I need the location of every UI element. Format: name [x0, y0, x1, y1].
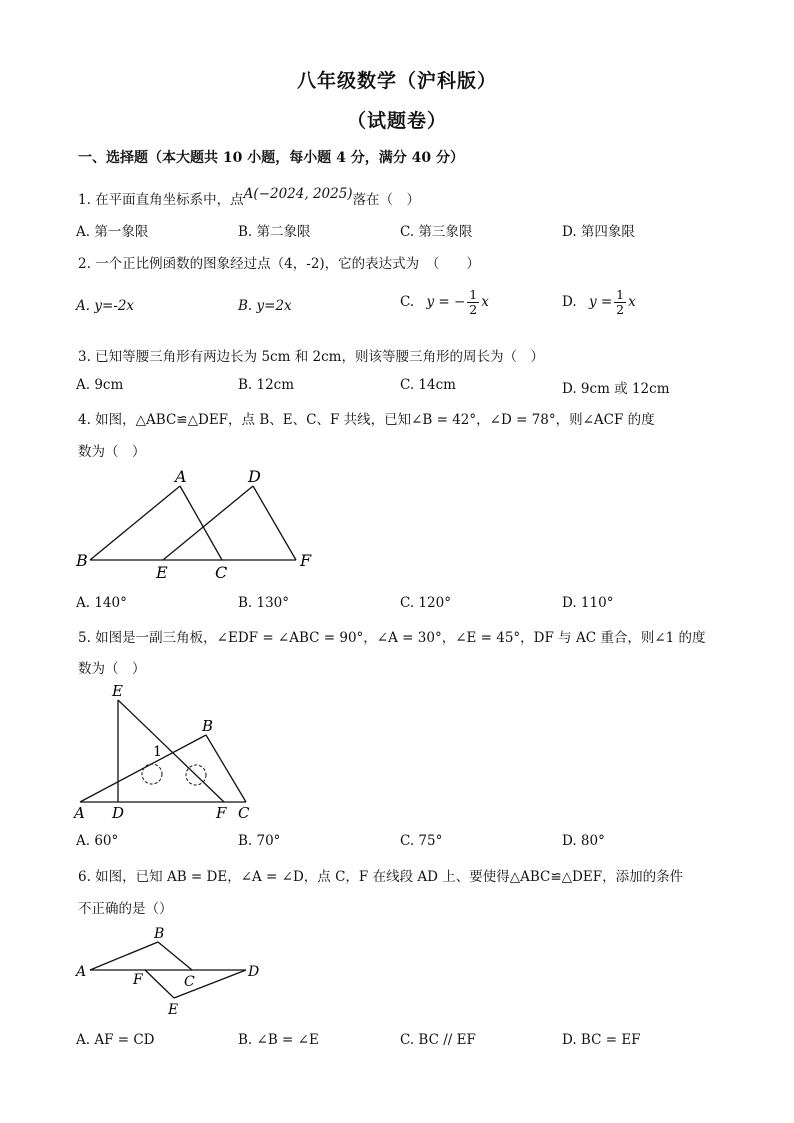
segment-bc	[158, 942, 192, 970]
q4-option-c[interactable]: C. 120°	[400, 595, 451, 611]
label-f: F	[133, 972, 143, 988]
q2-c-frac-den: 2	[469, 302, 478, 317]
q2-option-c-expr: y = −	[426, 294, 466, 310]
segment-ab	[80, 735, 206, 802]
segment-ba	[90, 486, 180, 560]
label-e: E	[156, 563, 168, 582]
q3-option-d[interactable]: D. 9cm 或 12cm	[562, 381, 670, 397]
q5-option-c[interactable]: C. 75°	[400, 833, 443, 849]
q2-c-var: x	[481, 294, 489, 310]
q6-option-b[interactable]: B. ∠B = ∠E	[238, 1032, 319, 1048]
label-f: F	[300, 551, 312, 570]
label-b: B	[202, 717, 214, 735]
label-angle-1: 1	[153, 744, 162, 760]
label-a: A	[74, 804, 85, 822]
q3-option-a[interactable]: A. 9cm	[76, 377, 124, 393]
q2-option-c-letter: C.	[400, 294, 415, 310]
segment-ab	[90, 942, 158, 970]
label-d: D	[248, 467, 261, 486]
question-2-stem: 2. 一个正比例函数的图象经过点（4，-2)，它的表达式为 （ ）	[78, 256, 480, 272]
page-subtitle: （试题卷）	[346, 110, 447, 132]
q3-option-b[interactable]: B. 12cm	[238, 377, 295, 393]
label-d: D	[112, 804, 125, 822]
question-1-stem	[78, 188, 420, 208]
q2-option-a[interactable]: A. y=-2x	[76, 298, 135, 314]
section-heading: 一、选择题（本大题共 10 小题，每小题 4 分，满分 40 分）	[78, 150, 464, 166]
segment-ef	[145, 970, 174, 998]
label-e: E	[112, 682, 123, 700]
label-e: E	[168, 1002, 179, 1018]
q4-option-d[interactable]: D. 110°	[562, 595, 614, 611]
q5-option-d[interactable]: D. 80°	[562, 833, 605, 849]
segment-df	[253, 486, 296, 560]
question-4-stem-line2: 数为（ ）	[78, 444, 146, 460]
question-6-stem-line2: 不正确的是（）	[78, 901, 173, 917]
segment-ef	[118, 700, 224, 802]
q2-option-d-letter: D.	[562, 294, 577, 310]
question-6-stem-line1: 6. 如图，已知 AB = DE，∠A = ∠D，点 C，F 在线段 AD 上、要使得△ABC≌△DEF，添加的条件	[78, 869, 684, 885]
q3-option-c[interactable]: C. 14cm	[400, 377, 456, 393]
label-f: F	[216, 804, 227, 822]
q2-c-frac-num: 1	[469, 287, 478, 302]
question-5-stem-line1: 5. 如图是一副三角板，∠EDF = ∠ABC = 90°，∠A = 30°，∠E = 45°，DF 与 AC 重合，则∠1 的度	[78, 630, 706, 646]
q4-option-a[interactable]: A. 140°	[76, 595, 127, 611]
q4-option-b[interactable]: B. 130°	[238, 595, 290, 611]
q6-option-c[interactable]: C. BC // EF	[400, 1032, 476, 1048]
q2-option-b[interactable]: B. y=2x	[238, 298, 292, 314]
label-c: C	[238, 804, 250, 822]
q1-option-c[interactable]: C. 第三象限	[400, 224, 473, 240]
q6-option-a[interactable]: A. AF = CD	[76, 1032, 155, 1048]
q2-d-frac-num: 1	[616, 287, 625, 302]
q2-d-var: x	[628, 294, 636, 310]
segment-ac	[180, 486, 222, 560]
q2-option-d[interactable]	[562, 288, 636, 317]
q2-option-d-expr: y =	[588, 294, 613, 310]
q1-option-d[interactable]: D. 第四象限	[562, 224, 635, 240]
label-a: A	[175, 467, 187, 486]
question-6-figure	[70, 922, 270, 1022]
q5-option-a[interactable]: A. 60°	[76, 833, 119, 849]
page-title: 八年级数学（沪科版）	[296, 70, 497, 92]
question-4-figure	[70, 462, 330, 586]
question-1-prefix: 1. 在平面直角坐标系中，点	[78, 192, 244, 208]
q2-d-frac-den: 2	[616, 302, 625, 317]
question-5-figure	[70, 680, 270, 822]
q1-option-a[interactable]: A. 第一象限	[76, 224, 149, 240]
label-b: B	[154, 926, 165, 942]
label-a: A	[76, 964, 87, 980]
q6-option-d[interactable]: D. BC = EF	[562, 1032, 641, 1048]
question-5-stem-line2: 数为（ ）	[78, 661, 146, 677]
q5-option-b[interactable]: B. 70°	[238, 833, 281, 849]
label-c: C	[184, 974, 195, 990]
question-4-stem-line1: 4. 如图，△ABC≌△DEF，点 B、E、C、F 共线，已知∠B = 42°，∠D = 78°，则∠ACF 的度	[78, 412, 655, 428]
q1-option-b[interactable]: B. 第二象限	[238, 224, 311, 240]
question-1-suffix: 落在（ ）	[352, 192, 421, 208]
segment-ed	[163, 486, 253, 560]
q2-option-c[interactable]	[400, 288, 489, 317]
question-1-point: A(−2024, 2025)	[243, 186, 353, 202]
label-b: B	[76, 551, 88, 570]
segment-bc	[206, 735, 246, 802]
label-c: C	[215, 563, 228, 582]
question-3-stem: 3. 已知等腰三角形有两边长为 5cm 和 2cm，则该等腰三角形的周长为（ ）	[78, 349, 544, 365]
label-d: D	[248, 964, 260, 980]
